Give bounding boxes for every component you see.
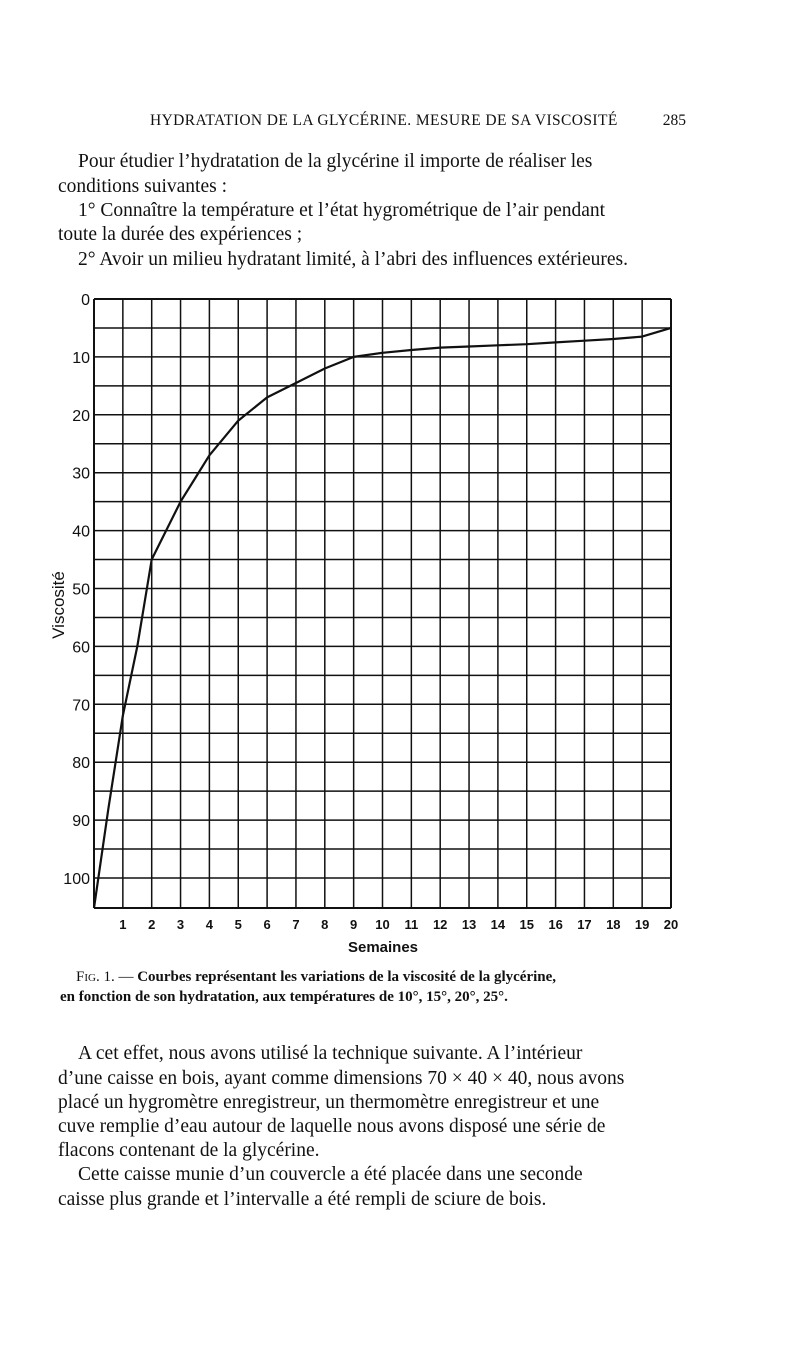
body-p1-line-1: A cet effet, nous avons utilisé la technique suivante. A l’intérieur [78,1043,583,1064]
y-tick-labels [63,292,90,888]
x-tick-label: 5 [234,917,242,932]
y-tick-label: 30 [72,465,90,483]
x-tick-label: 12 [432,917,448,932]
y-tick-label: 70 [72,697,90,715]
x-tick-label: 3 [176,917,185,932]
x-tick-label: 1 [119,917,127,932]
body-p1-line-2: d’une caisse en bois, ayant comme dimensions 70 × 40 × 40, nous avons [58,1068,625,1089]
body-p1-line-3: placé un hygromètre enregistreur, un thermomètre enregistreur et une [58,1092,600,1113]
y-tick-label: 0 [81,292,90,309]
viscosity-curve [94,328,671,908]
intro-line-2: conditions suivantes : [58,176,227,197]
body-p1-line-5: flacons contenant de la glycérine. [58,1140,320,1161]
x-tick-label: 11 [404,917,419,932]
y-tick-label: 80 [72,755,90,773]
body-p2-line-2: caisse plus grande et l’intervalle a été rempli de sciure de bois. [58,1189,547,1210]
intro-item-1-line-1: 1° Connaître la température et l’état hygrométrique de l’air pendant [78,200,606,221]
intro-item-2: 2° Avoir un milieu hydratant limité, à l’abri des influences extérieures. [78,249,629,270]
x-tick-label: 18 [606,917,621,932]
x-tick-label: 2 [148,917,156,932]
caption-line-1: Courbes représentant les variations de la viscosité de la glycérine, [137,969,557,985]
y-tick-label: 100 [63,871,90,888]
x-tick-label: 7 [292,917,300,932]
x-tick-label: 13 [461,917,477,932]
running-header [150,112,686,136]
x-tick-label: 10 [375,917,390,932]
caption-line-2: en fonction de son hydratation, aux températures de 10°, 15°, 20°, 25°. [60,989,508,1005]
x-tick-label: 9 [350,917,358,932]
x-tick-labels [119,917,678,932]
x-tick-label: 16 [548,917,563,932]
x-tick-label: 20 [663,917,679,932]
x-tick-label: 15 [519,917,534,932]
x-tick-label: 8 [321,917,329,932]
figure-caption [60,967,740,1007]
x-tick-label: 17 [577,917,592,932]
x-tick-label: 6 [263,917,271,932]
y-tick-label: 40 [72,523,90,541]
x-tick-label: 4 [205,917,214,932]
y-axis-label: Viscosité [49,571,68,639]
y-tick-label: 50 [72,581,90,599]
body-p1-line-4: cuve remplie d’eau autour de laquelle nous avons disposé une série de [58,1116,606,1137]
chart-grid [94,299,671,908]
x-tick-label: 19 [634,917,650,932]
caption-lead: Fig. 1. — [76,969,134,985]
y-tick-label: 10 [72,349,90,367]
intro-line-1: Pour étudier l’hydratation de la glycérine il importe de réaliser les [78,151,593,172]
running-title: HYDRATATION DE LA GLYCÉRINE. MESURE DE SA VISCOSITÉ [150,112,618,129]
page-number: 285 [662,112,686,129]
intro-item-1-line-2: toute la durée des expériences ; [58,224,303,245]
y-tick-label: 20 [72,407,90,425]
x-tick-label: 14 [490,917,506,932]
x-axis-label: Semaines [347,939,419,956]
body-p2-line-1: Cette caisse munie d’un couvercle a été placée dans une seconde [78,1164,583,1185]
y-tick-label: 60 [72,639,90,657]
y-tick-label: 90 [72,813,90,831]
